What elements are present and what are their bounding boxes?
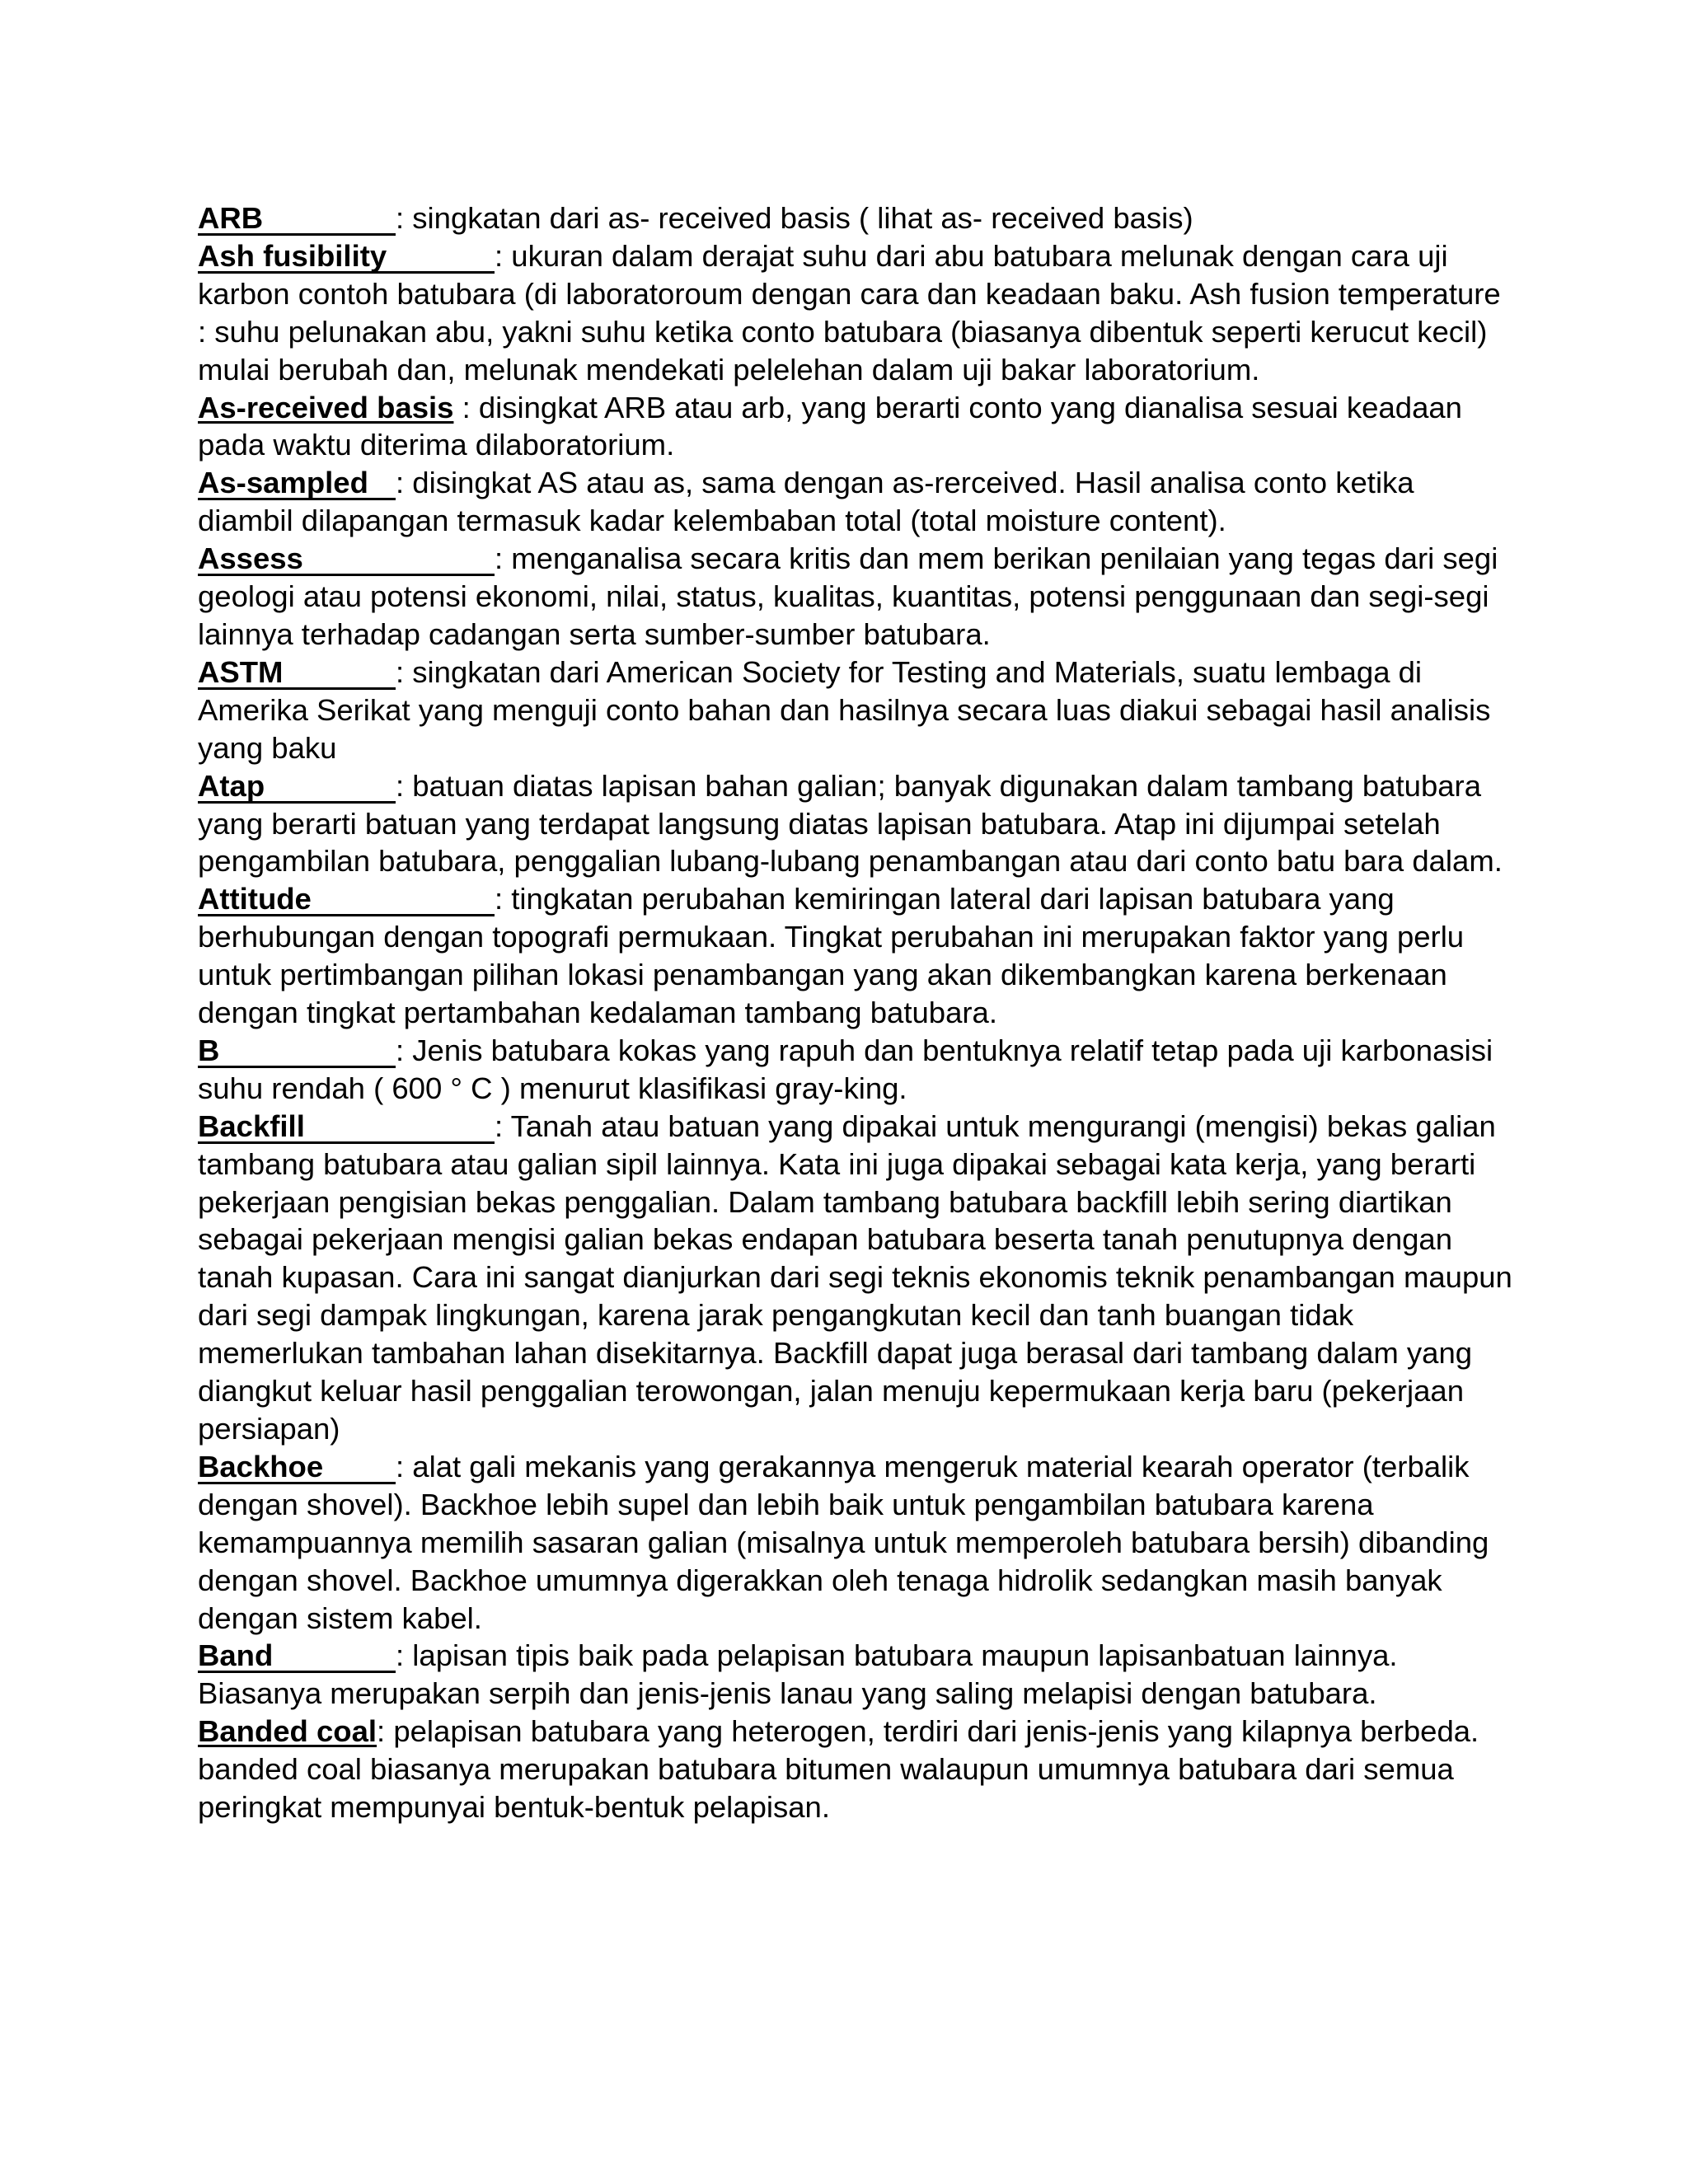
glossary-entry-attitude [198,880,1517,1032]
glossary-term: As-sampled [198,468,396,500]
glossary-entry-assess [198,540,1517,654]
glossary-body [198,199,1517,1826]
glossary-term: B [198,1036,396,1068]
glossary-definition: : pelapisan batubara yang heterogen, terdiri dari jenis-jenis yang kilapnya berbeda. banded coal biasanya merupakan batubara bitumen walaupun umumnya batubara dari semua peringkat mempunyai bentuk-bentuk pelapisan. [198,1714,1479,1825]
glossary-term: Attitude [198,884,495,916]
glossary-term: ARB [198,204,396,236]
glossary-definition: : batuan diatas lapisan bahan galian; banyak digunakan dalam tambang batubara yang berarti batuan yang terdapat langsung diatas lapisan batubara. Atap ini dijumpai setelah pengambilan batubara, penggalian lubang-lubang penambangan atau dari conto batu bara dalam. [198,768,1503,879]
glossary-entry-b [198,1032,1517,1108]
glossary-entry-as-received-basis [198,389,1517,465]
glossary-entry-banded-coal [198,1713,1517,1826]
glossary-definition: : menganalisa secara kritis dan mem berikan penilaian yang tegas dari segi geologi atau potensi ekonomi, nilai, status, kualitas, kuantitas, potensi penggunaan dan segi-segi lainnya terhadap cadangan serta sumber-sumber batubara. [198,541,1498,651]
glossary-entry-backhoe [198,1448,1517,1638]
glossary-definition: : disingkat AS atau as, sama dengan as-rerceived. Hasil analisa conto ketika diambil dilapangan termasuk kadar kelembaban total (total moisture content). [198,466,1414,538]
glossary-definition: : ukuran dalam derajat suhu dari abu batubara melunak dengan cara uji karbon contoh batubara (di laboratoroum dengan cara dan keadaan baku. Ash fusion temperature : suhu pelunakan abu, yakni suhu ketika conto batubara (biasanya dibentuk seperti kerucut kecil) mulai berubah dan, melunak mendekati pelelehan dalam uji bakar laboratorium. [198,238,1501,387]
glossary-term: ASTM [198,658,396,690]
glossary-entry-ash-fusibility [198,237,1517,389]
glossary-term: Backfill [198,1112,495,1144]
glossary-definition: : disingkat ARB atau arb, yang berarti conto yang dianalisa sesuai keadaan pada waktu diterima dilaboratorium. [198,390,1462,462]
glossary-term: Atap [198,771,396,804]
glossary-entry-backfill [198,1108,1517,1448]
glossary-definition: : alat gali mekanis yang gerakannya mengeruk material kearah operator (terbalik dengan shovel). Backhoe lebih supel dan lebih baik untuk pengambilan batubara karena kemampuannya memilih sasaran galian (misalnya untuk memperoleh batubara bersih) dibanding dengan shovel. Backhoe umumnya digerakkan oleh tenaga hidrolik sedangkan masih banyak dengan sistem kabel. [198,1449,1489,1635]
glossary-definition: : singkatan dari American Society for Testing and Materials, suatu lembaga di Amerika Serikat yang menguji conto bahan dan hasilnya secara luas diakui sebagai hasil analisis yang baku [198,654,1491,765]
glossary-term: Banded coal [198,1714,377,1749]
glossary-entry-band [198,1637,1517,1713]
glossary-definition: : Tanah atau batuan yang dipakai untuk mengurangi (mengisi) bekas galian tambang batubara atau galian sipil lainnya. Kata ini juga dipakai sebagai kata kerja, yang berarti pekerjaan pengisian bekas penggalian. Dalam tambang batubara backfill lebih sering diartikan sebagai pekerjaan mengisi galian bekas endapan batubara beserta tanah penutupnya dengan tanah kupasan. Cara ini sangat dianjurkan dari segi teknis ekonomis teknik penambangan maupun dari segi dampak lingkungan, karena jarak pengangkutan kecil dan tanh buangan tidak memerlukan tambahan lahan disekitarnya. Backfill dapat juga berasal dari tambang dalam yang diangkut keluar hasil penggalian terowongan, jalan menuju kepermukaan kerja baru (pekerjaan persiapan) [198,1108,1512,1446]
glossary-entry-arb [198,199,1517,237]
glossary-definition: : lapisan tipis baik pada pelapisan batubara maupun lapisanbatuan lainnya. Biasanya merupakan serpih dan jenis-jenis lanau yang saling melapisi dengan batubara. [198,1638,1398,1711]
glossary-definition: : singkatan dari as- received basis ( lihat as- received basis) [396,201,1193,235]
glossary-definition: : tingkatan perubahan kemiringan lateral dari lapisan batubara yang berhubungan dengan topografi permukaan. Tingkat perubahan ini merupakan faktor yang perlu untuk pertimbangan pilihan lokasi penambangan yang akan dikembangkan karena berkenaan dengan tingkat pertambahan kedalaman tambang batubara. [198,882,1465,1030]
glossary-term: Ash fusibility [198,241,495,274]
glossary-term: Assess [198,544,495,576]
glossary-term: Band [198,1641,396,1673]
glossary-entry-as-sampled [198,464,1517,540]
glossary-entry-astm [198,654,1517,767]
glossary-definition: : Jenis batubara kokas yang rapuh dan bentuknya relatif tetap pada uji karbonasisi suhu rendah ( 600 ° C ) menurut klasifikasi gray-king. [198,1033,1493,1105]
glossary-entry-atap [198,767,1517,881]
glossary-term: As-received basis [198,390,454,424]
glossary-term: Backhoe [198,1452,396,1484]
